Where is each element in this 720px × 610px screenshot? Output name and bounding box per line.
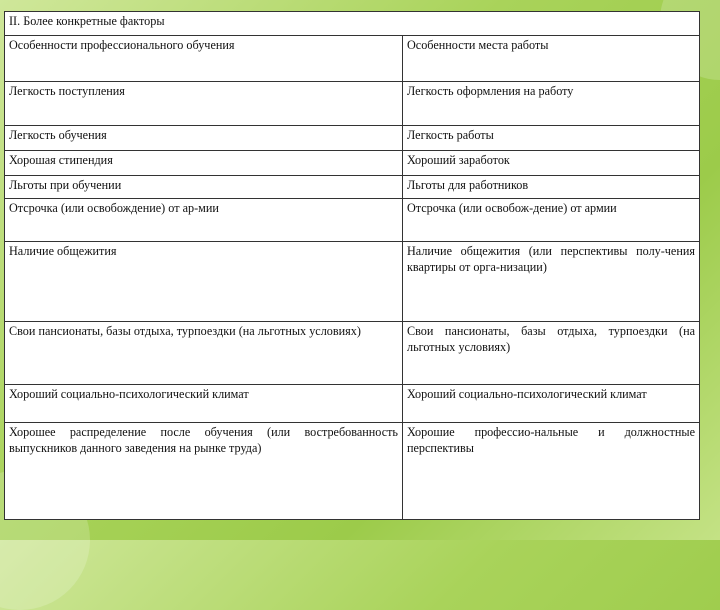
table-header: II. Более конкретные факторы	[5, 12, 700, 36]
study-factor-cell: Свои пансионаты, базы отдыха, турпоездки (на льготных условиях)	[5, 322, 403, 385]
work-factor-cell: Хорошие профессио-нальные и должностные перспективы	[403, 423, 700, 520]
study-factor-cell: Льготы при обучении	[5, 176, 403, 199]
factors-table	[4, 11, 700, 520]
study-factor-cell: Легкость обучения	[5, 126, 403, 151]
table-row	[5, 242, 700, 322]
study-factor-cell: Особенности профессионального обучения	[5, 36, 403, 82]
work-factor-cell: Льготы для работников	[403, 176, 700, 199]
work-factor-cell: Легкость работы	[403, 126, 700, 151]
work-factor-cell: Легкость оформления на работу	[403, 82, 700, 126]
study-factor-cell: Наличие общежития	[5, 242, 403, 322]
table-row	[5, 199, 700, 242]
table-row	[5, 126, 700, 151]
table-row	[5, 322, 700, 385]
work-factor-cell: Наличие общежития (или перспективы полу-чения квартиры от орга-низации)	[403, 242, 700, 322]
table-row	[5, 385, 700, 423]
table-row	[5, 176, 700, 199]
work-factor-cell: Хороший заработок	[403, 151, 700, 176]
study-factor-cell: Хорошая стипендия	[5, 151, 403, 176]
study-factor-cell: Отсрочка (или освобождение) от ар-мии	[5, 199, 403, 242]
work-factor-cell: Свои пансионаты, базы отдыха, турпоездки (на льготных условиях)	[403, 322, 700, 385]
table-row	[5, 36, 700, 82]
study-factor-cell: Хороший социально-психологический климат	[5, 385, 403, 423]
work-factor-cell: Хороший социально-психологический климат	[403, 385, 700, 423]
table-row	[5, 82, 700, 126]
study-factor-cell: Легкость поступления	[5, 82, 403, 126]
table-row	[5, 423, 700, 520]
study-factor-cell: Хорошее распределение после обучения (или востребованность выпускников данного заведения на рынке труда)	[5, 423, 403, 520]
work-factor-cell: Особенности места работы	[403, 36, 700, 82]
table-row	[5, 151, 700, 176]
work-factor-cell: Отсрочка (или освобож-дение) от армии	[403, 199, 700, 242]
table-header-row	[5, 12, 700, 36]
